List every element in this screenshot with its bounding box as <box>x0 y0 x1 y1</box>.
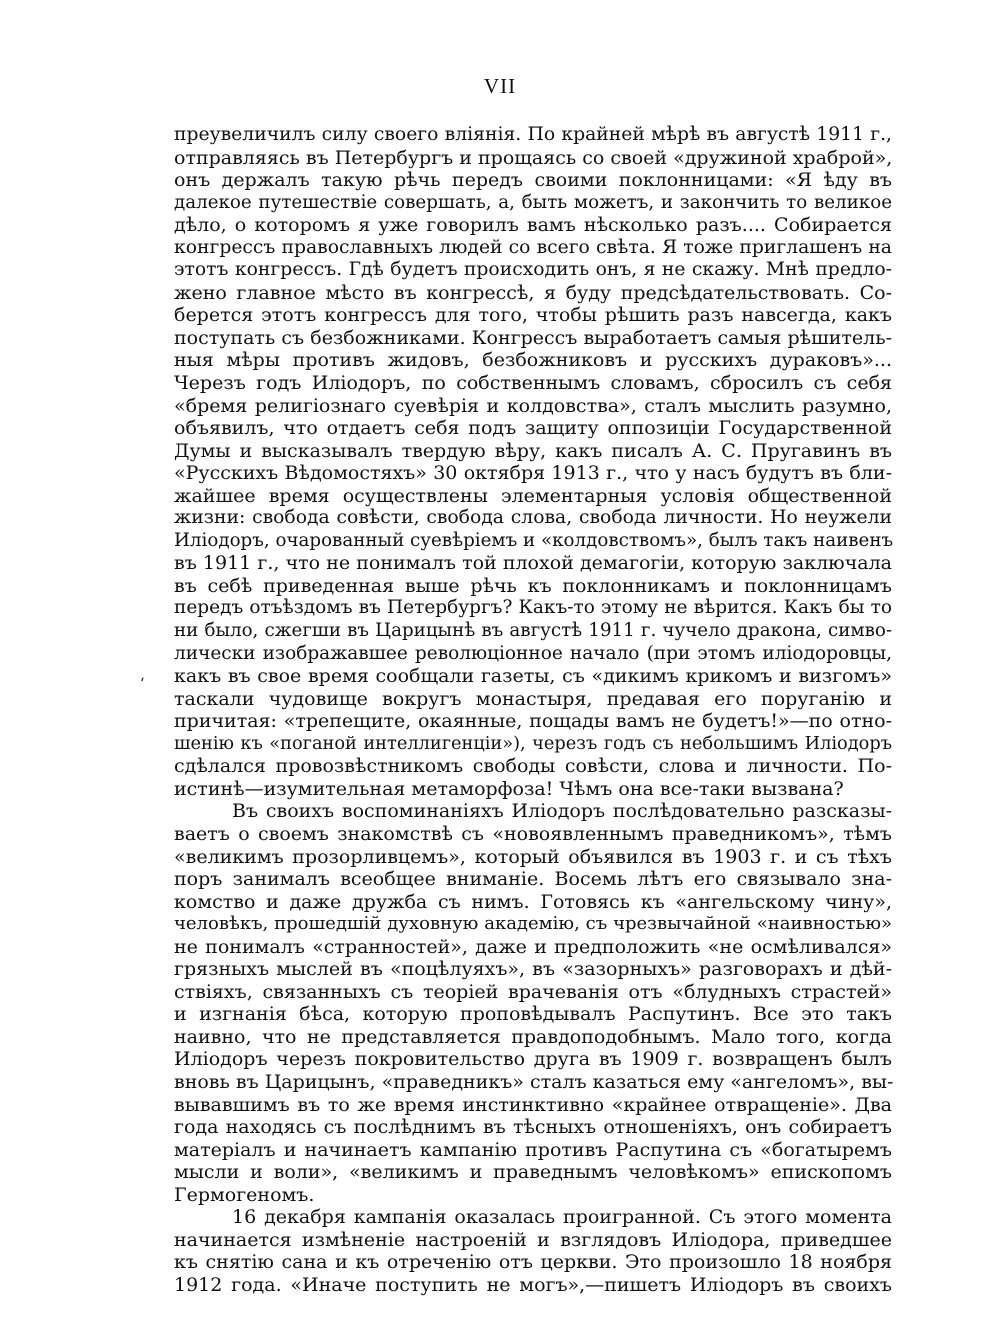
text-line: 1912 года. «Иначе поступить не могъ»,—пишетъ Иліодоръ въ своихъ <box>174 1273 892 1296</box>
text-line: отправляясь въ Петербургъ и прощаясь со своей «дружиной храброй», <box>174 146 893 169</box>
text-line: Иліодоръ, очарованный суевѣріемъ и «колдовствомъ», былъ такъ наивенъ <box>174 529 894 551</box>
text-line: вывавшимъ въ то же время инстинктивно «крайнее отвращеніе». Два <box>174 1093 892 1116</box>
text-line: истинѣ—изумительная метаморфоза! Чѣмъ она все-таки вызвана? <box>174 777 844 800</box>
text-line: человѣкъ, прошедшій духовную академію, съ чрезвычайной «наивностью» <box>174 913 892 935</box>
text-line: матеріалъ и начинаетъ кампанію противъ Распутина съ «богатыремъ <box>174 1138 892 1161</box>
text-line: къ снятію сана и къ отреченію отъ церкви. Это произошло 18 ноября <box>174 1251 892 1274</box>
text-line: Черезъ годъ Иліодоръ, по собственнымъ словамъ, сбросилъ съ себя <box>174 372 892 395</box>
text-line: года находясь съ послѣднимъ въ тѣсныхъ отношеніяхъ, онъ собираетъ <box>174 1116 892 1139</box>
text-line: этотъ конгрессъ. Гдѣ будетъ происходить онъ, я не скажу. Мнѣ предло- <box>174 259 892 281</box>
text-line: Гермогеномъ. <box>174 1183 315 1206</box>
text-line: жизни: свобода совѣсти, свобода слова, свобода личности. Но неужели <box>174 507 892 529</box>
text-line: комство и даже дружба съ нимъ. Готовясь къ «ангельскому чину», <box>174 890 892 913</box>
text-line: начинается измѣненіе настроеній и взглядовъ Иліодора, приведшее <box>174 1228 892 1251</box>
text-line: какъ въ свое время сообщали газеты, съ «дикимъ крикомъ и визгомъ» <box>174 665 892 688</box>
text-line: въ себѣ приведенная выше рѣчь къ поклонникамъ и поклонницамъ <box>174 574 892 597</box>
text-line: таскали чудовище вокругъ монастыря, предавая его поруганію и <box>174 687 892 710</box>
text-line: ствіяхъ, связанныхъ съ теоріей врачеванія отъ «блудныхъ страстей» <box>174 980 892 1003</box>
text-line: наивно, что не представляется правдоподобнымъ. Мало того, когда <box>174 1025 892 1048</box>
text-line: ныя мѣры противъ жидовъ, безбожниковъ и русскихъ дураковъ»... <box>174 349 892 372</box>
text-line: шенію къ «поганой интеллигенціи»), черезъ годъ съ небольшимъ Иліодоръ <box>174 733 892 754</box>
text-line: Въ своихъ воспоминаніяхъ Иліодоръ послѣдовательно разсказы- <box>232 800 892 823</box>
text-line: «бремя религіознаго суевѣрія и колдовства», сталъ мыслить разумно, <box>174 394 892 417</box>
text-line: берется этотъ конгрессъ для того, чтобы рѣшить разъ навсегда, какъ <box>174 304 892 327</box>
text-line: лически изображавшее революціонное начало (при этомъ иліодоровцы, <box>174 642 892 664</box>
text-line: преувеличилъ силу своего вліянія. По крайней мѣрѣ въ августѣ 1911 г., <box>174 124 892 145</box>
body-text <box>174 124 892 1296</box>
text-line: въ 1911 г., что не понималъ той плохой демагогіи, которую заключала <box>174 552 892 575</box>
text-line: далекое путешествіе совершать, а, быть можетъ, и закончить то великое <box>174 191 892 213</box>
text-line: передъ отъѣздомъ въ Петербургъ? Какъ-то этому не вѣрится. Какъ бы то <box>174 597 892 619</box>
text-line: ваетъ о своемъ знакомствѣ съ «новоявленнымъ праведникомъ», тѣмъ <box>174 822 892 845</box>
text-line: грязныхъ мыслей въ «поцѣлуяхъ», въ «зазорныхъ» разговорахъ и дѣй- <box>174 958 892 981</box>
text-line: и изгнанія бѣса, которую проповѣдывалъ Распутинъ. Все это такъ <box>174 1003 892 1026</box>
text-line: «Русскихъ Вѣдомостяхъ» 30 октября 1913 г., что у насъ будутъ въ бли- <box>174 462 892 485</box>
text-line: вновь въ Царицынъ, «праведникъ» сталъ казаться ему «ангеломъ», вы- <box>174 1070 894 1093</box>
text-line: Думы и высказывалъ твердую вѣру, какъ писалъ А. С. Пругавинъ въ <box>174 439 892 462</box>
text-line: конгрессъ православныхъ людей со всего свѣта. Я тоже приглашенъ на <box>174 236 892 258</box>
text-line: Иліодоръ черезъ покровительство друга въ 1909 г. возвращенъ былъ <box>174 1048 892 1071</box>
text-line: дѣло, о которомъ я уже говорилъ вамъ нѣсколько разъ.... Собирается <box>174 214 892 237</box>
margin-mark: ‘ <box>140 676 145 692</box>
text-line: жено главное мѣсто въ конгрессѣ, я буду предсѣдательствовать. Со- <box>174 281 892 304</box>
text-line: объявилъ, что отдаетъ себя подъ защиту оппозиціи Государственной <box>174 417 892 440</box>
text-line: мысли и воли», «великимъ и праведнымъ человѣкомъ» епископомъ <box>174 1161 892 1184</box>
text-line: причитая: «трепещите, окаянные, пощады вамъ не будетъ!»—по отно- <box>174 710 892 733</box>
text-line: не понималъ «странностей», даже и предположить «не осмѣливался» <box>174 935 892 958</box>
text-line: ни было, сжегши въ Царицынѣ въ августѣ 1911 г. чучело дракона, симво- <box>174 620 892 642</box>
text-line: «великимъ прозорливцемъ», который объявился въ 1903 г. и съ тѣхъ <box>174 845 892 868</box>
text-line: поръ занималъ всеобщее вниманіе. Восемь лѣтъ его связывало зна- <box>174 868 892 891</box>
text-line: поступать съ безбожниками. Конгрессъ выработаетъ самыя рѣшитель- <box>174 326 892 349</box>
page-number: VII <box>483 74 517 98</box>
text-line: сдѣлался провозвѣстникомъ свободы совѣсти, слова и личности. По- <box>174 755 892 778</box>
text-line: жайшее время осуществлены элементарныя условія общественной <box>174 484 892 507</box>
text-line: онъ держалъ такую рѣчь передъ своими поклонницами: «Я ѣду въ <box>174 169 892 192</box>
text-line: 16 декабря кампанія оказалась проигранной. Съ этого момента <box>232 1206 892 1229</box>
